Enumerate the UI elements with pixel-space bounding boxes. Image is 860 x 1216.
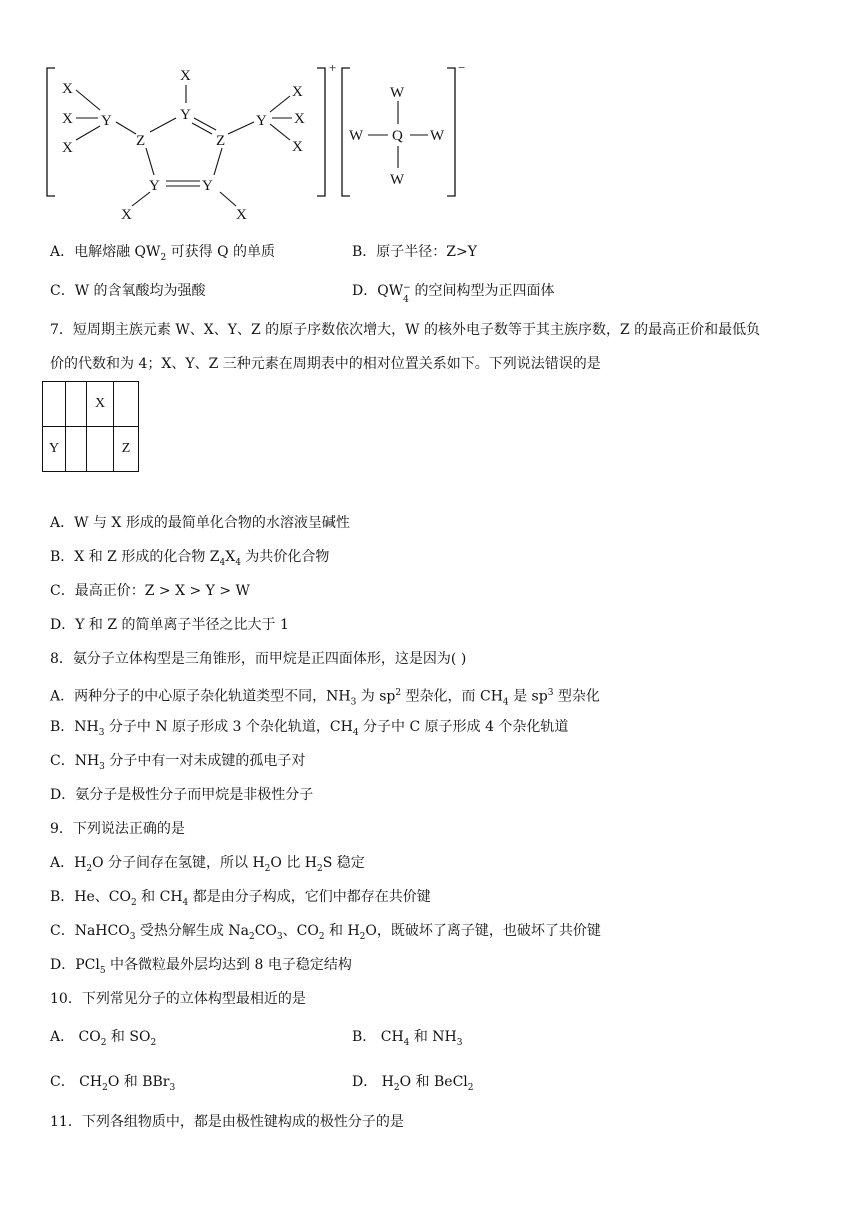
q8-stem: 8．氨分子立体构型是三角锥形，而甲烷是正四面体形，这是因为( ) <box>50 651 467 667</box>
atom-x: X <box>292 139 303 155</box>
atom-q: Q <box>392 128 403 144</box>
atom-w: W <box>390 172 405 188</box>
grid-cell <box>66 427 87 472</box>
q10-option-b: B． $CH_4$ 和 $NH_3$ <box>352 1029 463 1048</box>
q9-option-a: A．$H_2O$ 分子间存在氢键，所以 $H_2O$ 比 $H_2S$ 稳定 <box>50 855 365 874</box>
grid-cell: X <box>87 382 114 427</box>
q9-option-b: B．He、$CO_2$ 和 $CH_4$ 都是由分子构成，它们中都存在共价键 <box>50 889 431 908</box>
q7-option-a: A．W 与 X 形成的最简单化合物的水溶液呈碱性 <box>50 515 350 531</box>
atom-x: X <box>62 140 73 156</box>
cation-charge: + <box>329 60 337 75</box>
q7-option-d: D．Y 和 Z 的简单离子半径之比大于 1 <box>50 617 289 633</box>
atom-z: Z <box>216 133 226 149</box>
q7-option-b: B．X 和 Z 形成的化合物 $Z_4X_4$ 为共价化合物 <box>50 549 330 568</box>
q11-stem: 11．下列各组物质中，都是由极性键构成的极性分子的是 <box>50 1114 404 1130</box>
atom-x: X <box>62 111 73 127</box>
q9-stem: 9．下列说法正确的是 <box>50 821 185 837</box>
periodic-position-grid <box>42 381 139 472</box>
ionic-structure-diagram <box>0 0 500 240</box>
cation-left-bracket <box>47 68 55 196</box>
grid-row <box>43 382 139 427</box>
q10-option-c: C． $CH_2O$ 和 BBr$_3$ <box>50 1074 176 1093</box>
cation-right-bracket <box>317 68 325 196</box>
q10-option-a: A． $CO_2$ 和 $SO_2$ <box>50 1029 157 1048</box>
atom-z: Z <box>136 133 146 149</box>
grid-cell <box>114 382 139 427</box>
q7-stem-line1: 7．短周期主族元素 W、X、Y、Z 的原子序数依次增大，W 的核外电子数等于其主族序数，Z 的最高正价和最低负 <box>50 322 761 338</box>
grid-cell <box>43 382 66 427</box>
atom-x: X <box>121 207 132 223</box>
cation-bonds <box>76 85 292 206</box>
q6-option-a: A．电解熔融 $QW_2$ 可获得 Q 的单质 <box>50 244 275 263</box>
grid-cell <box>87 427 114 472</box>
atom-x: X <box>62 81 73 97</box>
atom-x: X <box>294 111 305 127</box>
q6-option-b: B．原子半径：Z>Y <box>352 244 477 260</box>
atom-x: X <box>292 84 303 100</box>
atom-y: Y <box>256 113 267 129</box>
atom-w: W <box>430 128 445 144</box>
q6-option-c: C．W 的含氧酸均为强酸 <box>50 283 206 299</box>
q7-option-c: C．最高正价：Z > X > Y > W <box>50 583 250 599</box>
atom-x: X <box>180 68 191 84</box>
q8-option-d: D．氨分子是极性分子而甲烷是非极性分子 <box>50 787 314 803</box>
atom-x: X <box>236 207 247 223</box>
q9-option-c: C．NaHCO$_3$ 受热分解生成 $Na_2CO_3$、$CO_2$ 和 $H_2O$，既破坏了离子键，也破坏了共价键 <box>50 923 601 942</box>
q8-option-a: A．两种分子的中心原子杂化轨道类型不同，$NH_3$ 为 $sp^2$ 型杂化，而 $CH_4$ 是 $sp^3$ 型杂化 <box>50 688 600 708</box>
atom-y: Y <box>180 107 191 123</box>
q6-option-d: D．QW − 4 的空间构型为正四面体 <box>352 283 555 305</box>
atom-y: Y <box>101 113 112 129</box>
q9-option-d: D．PCl$_5$ 中各微粒最外层均达到 8 电子稳定结构 <box>50 957 352 976</box>
q8-option-c: C．$NH_3$ 分子中有一对未成键的孤电子对 <box>50 753 306 772</box>
anion-right-bracket <box>447 68 455 196</box>
q8-option-b: B．$NH_3$ 分子中 N 原子形成 3 个杂化轨道，$CH_4$ 分子中 C 原子形成 4 个杂化轨道 <box>50 719 569 738</box>
grid-row <box>43 427 139 472</box>
atom-y: Y <box>202 178 213 194</box>
grid-cell: Y <box>43 427 66 472</box>
q7-stem-line2: 价的代数和为 4；X、Y、Z 三种元素在周期表中的相对位置关系如下。下列说法错误的是 <box>50 356 601 372</box>
grid-cell: Z <box>114 427 139 472</box>
atom-y: Y <box>149 178 160 194</box>
grid-cell <box>66 382 87 427</box>
anion-charge: − <box>458 60 466 75</box>
q10-stem: 10．下列常见分子的立体构型最相近的是 <box>50 991 306 1007</box>
atom-w: W <box>349 128 364 144</box>
atom-w: W <box>390 85 405 101</box>
q10-option-d: D． $H_2O$ 和 BeCl$_2$ <box>352 1074 474 1093</box>
